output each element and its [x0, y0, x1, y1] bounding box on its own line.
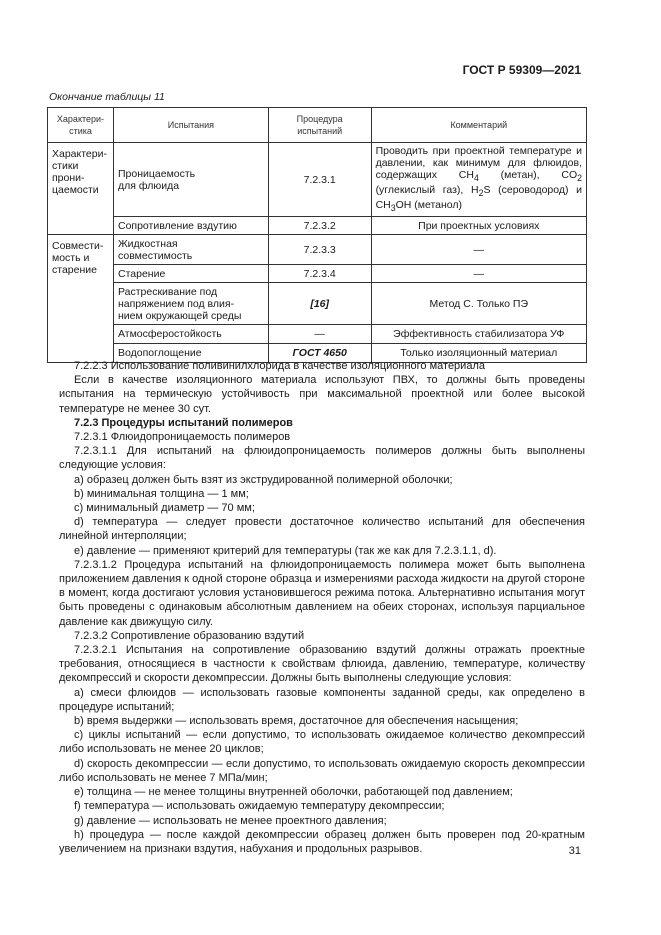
list-item: а) смеси флюидов — использовать газовые компоненты заданной среды, как определено в процедуре испытаний;: [59, 686, 585, 713]
table-row: [48, 235, 587, 265]
col-header-comment: Комментарий: [371, 108, 586, 143]
list-item: c) минимальный диаметр — 70 мм;: [74, 502, 255, 515]
paragraph: 7.2.3.1.1 Для испытаний на флюидопроницаемость полимеров должны быть выполнены следующие условия:: [59, 445, 585, 472]
col-header-characteristic: Характери- стика: [48, 108, 114, 143]
procedure-cell: 7.2.3.2: [268, 217, 371, 235]
table-header-row: [48, 108, 587, 143]
procedure-cell: 7.2.3.1: [268, 143, 371, 217]
list-item: е) толщина — не менее толщины внутренней оболочки, работающей под давлением;: [74, 786, 513, 799]
comment-cell: При проектных условиях: [371, 217, 586, 235]
col-header-procedure: Процедура испытаний: [268, 108, 371, 143]
procedure-cell: ГОСТ 4650: [268, 344, 371, 363]
procedure-cell: [16]: [268, 283, 371, 325]
paragraph: 7.2.3.1.2 Процедура испытаний на флюидопроницаемость полимера может быть выполнена приложением давления к одной стороне образца и измерениями расхода жидкости на другой стороне в момент, когда достигают условия установившегося режима потока. Альтернативно испытания могут быть проведены с одинаковым абсолютным давлением на обеих сторонах, используя парциальное давление как движущую силу.: [59, 558, 585, 628]
comment-cell: —: [371, 265, 586, 283]
paragraph: 7.2.3.2 Сопротивление образованию вздутий: [74, 629, 305, 642]
body-text: [59, 359, 585, 856]
table-row: [48, 325, 587, 344]
comment-cell: —: [371, 235, 586, 265]
characteristic-cell: Характери- стики прони- цаемости: [48, 143, 114, 235]
section-heading: 7.2.3 Процедуры испытаний полимеров: [74, 416, 293, 429]
comment-cell: Метод С. Только ПЭ: [371, 283, 586, 325]
procedure-cell: 7.2.3.3: [268, 235, 371, 265]
list-item: b) время выдержки — использовать время, достаточное для обеспечения насыщения;: [74, 715, 519, 728]
list-item: d) скорость декомпрессии — если допустимо, то использовать ожидаемую скорость декомпрессии либо использовать не менее 7 МПа/мин;: [59, 757, 585, 784]
test-cell: Растрескивание под напряжением под влия- нием окружающей среды: [113, 283, 268, 325]
test-cell: Водопоглощение: [113, 344, 268, 363]
test-cell: Жидкостная совместимость: [113, 235, 268, 265]
table-row: [48, 143, 587, 217]
test-cell: Проницаемость для флюида: [113, 143, 268, 217]
document-standard-number: ГОСТ Р 59309—2021: [462, 63, 581, 77]
characteristic-cell: Совмести- мость и старение: [48, 235, 114, 363]
paragraph: 7.2.3.1 Флюидопроницаемость полимеров: [74, 431, 291, 444]
list-item: е) давление — применяют критерий для температуры (так же как для 7.2.3.1.1, d).: [74, 544, 497, 557]
list-item: f) температура — использовать ожидаемую температуру декомпрессии;: [74, 800, 445, 813]
table-caption: Окончание таблицы 11: [49, 91, 165, 103]
list-item: а) образец должен быть взят из экструдированной полимерной оболочки;: [74, 473, 453, 486]
properties-table: [47, 107, 587, 363]
procedure-cell: 7.2.3.4: [268, 265, 371, 283]
paragraph: 7.2.3.2.1 Испытания на сопротивление образованию вздутий должны отражать проектные требования, относящиеся в частности к свойствам флюида, давлению, температуре, количеству декомпрессий и скорости декомпрессии. Должны быть выполнены следующие условия:: [59, 644, 585, 685]
table-row: [48, 283, 587, 325]
paragraph: Если в качестве изоляционного материала используют ПВХ, то должны быть проведены испытания на термическую устойчивость при максимальной проектной или более высокой температуре не менее 30 сут.: [59, 374, 585, 415]
list-item: c) циклы испытаний — если допустимо, то использовать ожидаемое количество декомпрессий либо использовать не менее 20 циклов;: [59, 729, 585, 756]
test-cell: Атмосферостойкость: [113, 325, 268, 344]
comment-cell: Только изоляционный материал: [371, 344, 586, 363]
table-row: [48, 217, 587, 235]
procedure-cell: —: [268, 325, 371, 344]
col-header-tests: Испытания: [113, 108, 268, 143]
test-cell: Старение: [113, 265, 268, 283]
list-item: h) процедура — после каждой декомпрессии образец должен быть проверен под 20-кратным увеличением на признаки вздутия, набухания и продольных разрывов.: [59, 828, 585, 855]
comment-cell: Эффективность стабилизатора УФ: [371, 325, 586, 344]
page-number: 31: [568, 845, 581, 857]
list-item: b) минимальная толщина — 1 мм;: [74, 487, 249, 500]
list-item: g) давление — использовать не менее проектного давления;: [74, 814, 387, 827]
list-item: d) температура — следует провести достаточное количество испытаний для обеспечения линейной интерполяции;: [59, 516, 585, 543]
table-row: [48, 265, 587, 283]
comment-cell: Проводить при проектной температуре и давлении, как минимум для флюидов, содержащих $CH_4$ (метан), $CO_2$ (углекислый газ), $H_2S$ (сероводород) и $CH_3OH$ (метанол): [371, 143, 586, 217]
test-cell: Сопротивление вздутию: [113, 217, 268, 235]
paragraph: 7.2.2.3 Использование поливинилхлорида в качестве изоляционного материала: [74, 360, 485, 372]
